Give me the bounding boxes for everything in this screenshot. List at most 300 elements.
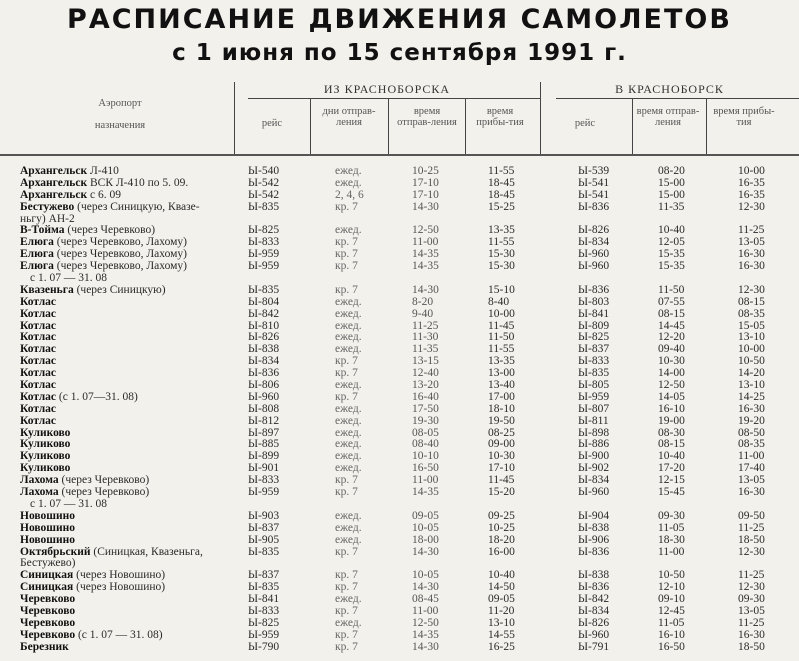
departure-back: 11-05 bbox=[658, 521, 685, 534]
arrival-back: 08-35 bbox=[738, 438, 765, 451]
destination-detail: (через Синицкую, Квазе- bbox=[74, 200, 200, 213]
arrival-out: 14-55 bbox=[488, 628, 515, 641]
flight-back: Ы-811 bbox=[578, 414, 609, 427]
days: ежед. bbox=[335, 438, 362, 451]
arrival-out: 19-50 bbox=[488, 414, 515, 427]
header-to-group: В КРАСНОБОРСК bbox=[615, 82, 724, 96]
days: кр. 7 bbox=[335, 236, 358, 249]
flight-back: Ы-539 bbox=[578, 165, 610, 177]
departure-out: 08-40 bbox=[412, 438, 439, 451]
arrival-back: 11-25 bbox=[738, 521, 765, 534]
destination-city: Куликово bbox=[20, 438, 71, 451]
page-subtitle: с 1 июня по 15 сентября 1991 г. bbox=[172, 40, 627, 66]
arrival-out: 09-00 bbox=[488, 438, 515, 451]
departure-out: 14-30 bbox=[412, 581, 439, 594]
arrival-out: 8-40 bbox=[488, 295, 510, 308]
arrival-out: 11-45 bbox=[488, 474, 515, 487]
departure-back: 12-20 bbox=[658, 331, 685, 344]
destination-city: В-Тойма bbox=[20, 224, 65, 237]
departure-back: 08-15 bbox=[658, 438, 685, 451]
departure-out: 11-00 bbox=[412, 474, 439, 487]
destination-city: Лахома bbox=[20, 486, 59, 499]
flight-out: Ы-833 bbox=[248, 604, 280, 617]
destination-detail: (с 1. 07—31. 08) bbox=[56, 390, 138, 403]
arrival-back: 11-00 bbox=[738, 450, 765, 463]
arrival-out: 18-20 bbox=[488, 533, 515, 546]
departure-out: 14-35 bbox=[412, 628, 439, 641]
arrival-out: 13-00 bbox=[488, 367, 515, 380]
destination-note: с 1. 07 — 31. 08 bbox=[30, 272, 107, 285]
destination-city: Октябрьский bbox=[20, 545, 91, 558]
arrival-out: 11-55 bbox=[488, 165, 515, 177]
header-flight: рейс bbox=[261, 118, 283, 129]
header-dep: время отправ-ления bbox=[397, 106, 457, 128]
flight-out: Ы-905 bbox=[248, 533, 280, 546]
flight-out: Ы-959 bbox=[248, 628, 280, 641]
arrival-back: 09-30 bbox=[738, 593, 765, 606]
departure-out: 14-35 bbox=[412, 248, 439, 261]
table-row bbox=[0, 297, 799, 309]
flight-back: Ы-541 bbox=[578, 188, 610, 201]
destination-note: Бестужево) bbox=[20, 557, 76, 570]
arrival-back: 08-15 bbox=[738, 295, 765, 308]
arrival-back: 11-25 bbox=[738, 224, 765, 237]
destination-detail: (через Черевково) bbox=[58, 474, 150, 487]
arrival-out: 16-25 bbox=[488, 640, 515, 653]
arrival-back: 16-30 bbox=[738, 402, 765, 415]
arrival-back: 13-05 bbox=[738, 474, 765, 487]
departure-out: 14-30 bbox=[412, 283, 439, 296]
days: ежед. bbox=[335, 379, 362, 392]
arrival-back: 10-00 bbox=[738, 343, 765, 356]
flight-out: Ы-841 bbox=[248, 593, 280, 606]
arrival-out: 15-10 bbox=[488, 283, 515, 296]
flight-out: Ы-959 bbox=[248, 248, 280, 261]
days: кр. 7 bbox=[335, 355, 358, 368]
flight-back: Ы-841 bbox=[578, 307, 610, 320]
days: кр. 7 bbox=[335, 628, 358, 641]
table-row bbox=[0, 511, 799, 523]
table-row bbox=[0, 309, 799, 321]
destination-detail: (через Черевково, Лахому) bbox=[53, 260, 187, 273]
destination-detail: (через Черевково, Лахому) bbox=[53, 248, 187, 261]
flight-back: Ы-825 bbox=[578, 331, 610, 344]
flight-back: Ы-541 bbox=[578, 176, 610, 189]
flight-out: Ы-833 bbox=[248, 474, 280, 487]
arrival-out: 15-30 bbox=[488, 248, 515, 261]
arrival-back: 08-35 bbox=[738, 307, 765, 320]
days: кр. 7 bbox=[335, 569, 358, 582]
destination-name bbox=[20, 202, 200, 214]
arrival-back: 13-05 bbox=[738, 604, 765, 617]
arrival-back: 13-05 bbox=[738, 236, 765, 249]
days: ежед. bbox=[335, 331, 362, 344]
destination-city: Черевково bbox=[20, 628, 76, 641]
arrival-back: 17-40 bbox=[738, 462, 765, 475]
days: кр. 7 bbox=[335, 486, 358, 499]
departure-out: 17-10 bbox=[412, 188, 439, 201]
flight-back: Ы-836 bbox=[578, 283, 610, 296]
arrival-back: 12-30 bbox=[738, 283, 765, 296]
flight-out: Ы-901 bbox=[248, 462, 280, 475]
flight-back: Ы-842 bbox=[578, 593, 610, 606]
departure-back: 14-45 bbox=[658, 319, 685, 332]
flight-back: Ы-807 bbox=[578, 402, 610, 415]
departure-out: 17-10 bbox=[412, 176, 439, 189]
departure-back: 09-30 bbox=[658, 509, 685, 522]
destination-detail: с 6. 09 bbox=[87, 188, 121, 201]
arrival-out: 17-00 bbox=[488, 390, 515, 403]
arrival-back: 13-10 bbox=[738, 331, 765, 344]
table-row bbox=[0, 285, 799, 297]
flight-out: Ы-804 bbox=[248, 295, 280, 308]
departure-back: 15-00 bbox=[658, 188, 685, 201]
departure-out: 10-05 bbox=[412, 569, 439, 582]
flight-back: Ы-837 bbox=[578, 343, 610, 356]
arrival-out: 18-10 bbox=[488, 402, 515, 415]
flight-back: Ы-836 bbox=[578, 200, 610, 213]
departure-back: 11-35 bbox=[658, 200, 685, 213]
destination-city: Елюга bbox=[20, 248, 54, 261]
departure-back: 10-50 bbox=[658, 569, 685, 582]
departure-back: 12-10 bbox=[658, 581, 685, 594]
table-header bbox=[0, 82, 799, 156]
arrival-back: 18-50 bbox=[738, 640, 765, 653]
flight-out: Ы-825 bbox=[248, 616, 280, 629]
departure-out: 16-40 bbox=[412, 390, 439, 403]
departure-out: 19-30 bbox=[412, 414, 439, 427]
flight-back: Ы-838 bbox=[578, 569, 610, 582]
table-row bbox=[0, 547, 799, 559]
days: ежед. bbox=[335, 165, 362, 177]
flight-back: Ы-906 bbox=[578, 533, 610, 546]
arrival-out: 15-30 bbox=[488, 260, 515, 273]
flight-out: Ы-833 bbox=[248, 236, 280, 249]
days: ежед. bbox=[335, 307, 362, 320]
departure-out: 10-10 bbox=[412, 450, 439, 463]
days: ежед. bbox=[335, 176, 362, 189]
destination-city: Новошино bbox=[20, 509, 76, 522]
destination-city: Архангельск bbox=[20, 165, 88, 177]
flight-out: Ы-959 bbox=[248, 486, 280, 499]
table-row bbox=[0, 202, 799, 214]
departure-out: 10-05 bbox=[412, 521, 439, 534]
days: ежед. bbox=[335, 343, 362, 356]
destination-city: Квазеньга bbox=[20, 283, 74, 296]
departure-out: 18-00 bbox=[412, 533, 439, 546]
flight-back: Ы-838 bbox=[578, 521, 610, 534]
flight-out: Ы-837 bbox=[248, 569, 280, 582]
destination-detail: (через Черевково) bbox=[58, 486, 150, 499]
destination-city: Котлас bbox=[20, 319, 57, 332]
departure-out: 14-30 bbox=[412, 200, 439, 213]
arrival-back: 12-30 bbox=[738, 545, 765, 558]
destination-city: Черевково bbox=[20, 593, 76, 606]
days: кр. 7 bbox=[335, 248, 358, 261]
destination-note: с 1. 07 — 31. 08 bbox=[30, 497, 107, 510]
arrival-back: 19-20 bbox=[738, 414, 765, 427]
departure-out: 12-40 bbox=[412, 367, 439, 380]
destination-city: Синицкая bbox=[20, 569, 74, 582]
destination-city: Котлас bbox=[20, 331, 57, 344]
flight-back: Ы-836 bbox=[578, 581, 610, 594]
arrival-out: 14-50 bbox=[488, 581, 515, 594]
departure-out: 17-50 bbox=[412, 402, 439, 415]
destination-city: Куликово bbox=[20, 426, 71, 439]
days: кр. 7 bbox=[335, 581, 358, 594]
flight-out: Ы-842 bbox=[248, 307, 280, 320]
destination-detail: (через Черевково, Лахому) bbox=[53, 236, 187, 249]
arrival-out: 11-20 bbox=[488, 604, 515, 617]
days: ежед. bbox=[335, 414, 362, 427]
departure-back: 10-30 bbox=[658, 355, 685, 368]
flight-back: Ы-834 bbox=[578, 236, 610, 249]
destination-city: Синицкая bbox=[20, 581, 74, 594]
arrival-back: 12-30 bbox=[738, 581, 765, 594]
arrival-out: 10-40 bbox=[488, 569, 515, 582]
days: кр. 7 bbox=[335, 200, 358, 213]
destination-name bbox=[20, 642, 69, 654]
arrival-out: 13-35 bbox=[488, 355, 515, 368]
schedule-table bbox=[0, 166, 799, 654]
departure-back: 10-40 bbox=[658, 224, 685, 237]
departure-out: 11-35 bbox=[412, 343, 439, 356]
destination-city: Новошино bbox=[20, 533, 76, 546]
days: ежед. bbox=[335, 319, 362, 332]
days: кр. 7 bbox=[335, 367, 358, 380]
flight-out: Ы-838 bbox=[248, 343, 280, 356]
departure-out: 11-25 bbox=[412, 319, 439, 332]
days: ежед. bbox=[335, 616, 362, 629]
departure-back: 11-05 bbox=[658, 616, 685, 629]
arrival-out: 09-25 bbox=[488, 509, 515, 522]
days: кр. 7 bbox=[335, 283, 358, 296]
arrival-out: 11-50 bbox=[488, 331, 515, 344]
departure-out: 14-30 bbox=[412, 545, 439, 558]
flight-out: Ы-835 bbox=[248, 545, 280, 558]
departure-back: 08-30 bbox=[658, 426, 685, 439]
flight-back: Ы-960 bbox=[578, 260, 610, 273]
arrival-out: 13-40 bbox=[488, 379, 515, 392]
days: кр. 7 bbox=[335, 474, 358, 487]
arrival-back: 10-50 bbox=[738, 355, 765, 368]
flight-back: Ы-898 bbox=[578, 426, 610, 439]
header-arr: время прибы-тия bbox=[476, 106, 524, 128]
departure-out: 16-50 bbox=[412, 462, 439, 475]
departure-out: 14-35 bbox=[412, 486, 439, 499]
destination-city: Котлас bbox=[20, 379, 57, 392]
days: кр. 7 bbox=[335, 390, 358, 403]
destination-detail: (через Синицкую) bbox=[73, 283, 166, 296]
days: кр. 7 bbox=[335, 604, 358, 617]
departure-back: 15-35 bbox=[658, 260, 685, 273]
table-row bbox=[0, 487, 799, 499]
header-days: дни отправ-ления bbox=[322, 106, 376, 128]
table-row bbox=[0, 416, 799, 428]
destination-city: Котлас bbox=[20, 414, 57, 427]
destination-city: Котлас bbox=[20, 355, 57, 368]
flight-out: Ы-837 bbox=[248, 521, 280, 534]
flight-out: Ы-835 bbox=[248, 581, 280, 594]
days: ежед. bbox=[335, 509, 362, 522]
arrival-out: 08-25 bbox=[488, 426, 515, 439]
arrival-back: 16-35 bbox=[738, 188, 765, 201]
destination-city: Котлас bbox=[20, 390, 57, 403]
flight-back: Ы-834 bbox=[578, 604, 610, 617]
table-row bbox=[0, 642, 799, 654]
days: ежед. bbox=[335, 402, 362, 415]
arrival-back: 11-25 bbox=[738, 569, 765, 582]
destination-city: Березник bbox=[20, 640, 69, 653]
arrival-back: 16-30 bbox=[738, 628, 765, 641]
destination-city: Архангельск bbox=[20, 188, 88, 201]
arrival-back: 16-30 bbox=[738, 486, 765, 499]
flight-back: Ы-960 bbox=[578, 628, 610, 641]
destination-city: Котлас bbox=[20, 367, 57, 380]
destination-city: Котлас bbox=[20, 402, 57, 415]
days: ежед. bbox=[335, 426, 362, 439]
flight-back: Ы-886 bbox=[578, 438, 610, 451]
flight-out: Ы-836 bbox=[248, 367, 280, 380]
flight-back: Ы-900 bbox=[578, 450, 610, 463]
flight-out: Ы-835 bbox=[248, 283, 280, 296]
arrival-out: 10-30 bbox=[488, 450, 515, 463]
table-row bbox=[0, 261, 799, 273]
flight-out: Ы-806 bbox=[248, 379, 280, 392]
days: ежед. bbox=[335, 224, 362, 237]
departure-out: 14-30 bbox=[412, 640, 439, 653]
departure-out: 13-20 bbox=[412, 379, 439, 392]
destination-city: Куликово bbox=[20, 450, 71, 463]
departure-out: 9-40 bbox=[412, 307, 434, 320]
flight-back: Ы-960 bbox=[578, 486, 610, 499]
destination-city: Архангельск bbox=[20, 176, 88, 189]
arrival-back: 11-25 bbox=[738, 616, 765, 629]
flight-back: Ы-826 bbox=[578, 224, 610, 237]
departure-back: 15-35 bbox=[658, 248, 685, 261]
flight-back: Ы-833 bbox=[578, 355, 610, 368]
departure-back: 15-45 bbox=[658, 486, 685, 499]
flight-out: Ы-897 bbox=[248, 426, 280, 439]
destination-city: Елюга bbox=[20, 260, 54, 273]
arrival-back: 13-10 bbox=[738, 379, 765, 392]
flight-out: Ы-960 bbox=[248, 390, 280, 403]
arrival-out: 15-20 bbox=[488, 486, 515, 499]
destination-detail: (Синицкая, Квазеньга, bbox=[90, 545, 203, 558]
destination-city: Бестужево bbox=[20, 200, 75, 213]
departure-out: 10-25 bbox=[412, 165, 439, 177]
flight-back: Ы-902 bbox=[578, 462, 610, 475]
arrival-back: 09-50 bbox=[738, 509, 765, 522]
flight-back: Ы-803 bbox=[578, 295, 610, 308]
days: ежед. bbox=[335, 521, 362, 534]
flight-out: Ы-826 bbox=[248, 331, 280, 344]
flight-out: Ы-812 bbox=[248, 414, 280, 427]
departure-back: 12-15 bbox=[658, 474, 685, 487]
arrival-back: 16-35 bbox=[738, 176, 765, 189]
departure-back: 16-10 bbox=[658, 628, 685, 641]
arrival-out: 11-55 bbox=[488, 343, 515, 356]
destination-city: Котлас bbox=[20, 307, 57, 320]
flight-out: Ы-540 bbox=[248, 165, 280, 177]
flight-out: Ы-790 bbox=[248, 640, 280, 653]
arrival-out: 10-25 bbox=[488, 521, 515, 534]
departure-back: 18-30 bbox=[658, 533, 685, 546]
header-arr-back: время прибы-тия bbox=[713, 106, 775, 128]
departure-back: 10-40 bbox=[658, 450, 685, 463]
departure-out: 11-00 bbox=[412, 604, 439, 617]
destination-detail: Л-410 bbox=[87, 165, 119, 177]
flight-out: Ы-834 bbox=[248, 355, 280, 368]
departure-out: 11-30 bbox=[412, 331, 439, 344]
arrival-back: 15-05 bbox=[738, 319, 765, 332]
arrival-out: 17-10 bbox=[488, 462, 515, 475]
arrival-out: 13-35 bbox=[488, 224, 515, 237]
arrival-out: 10-00 bbox=[488, 307, 515, 320]
departure-out: 12-50 bbox=[412, 616, 439, 629]
header-dep-back: время отправ-ления bbox=[636, 106, 700, 128]
destination-detail: (с 1. 07 — 31. 08) bbox=[75, 628, 163, 641]
departure-out: 08-05 bbox=[412, 426, 439, 439]
days: кр. 7 bbox=[335, 545, 358, 558]
arrival-out: 11-55 bbox=[488, 236, 515, 249]
departure-back: 12-05 bbox=[658, 236, 685, 249]
destination-detail: (через Черевково) bbox=[64, 224, 156, 237]
table-row bbox=[0, 404, 799, 416]
departure-back: 19-00 bbox=[658, 414, 685, 427]
days: ежед. bbox=[335, 533, 362, 546]
departure-back: 09-40 bbox=[658, 343, 685, 356]
flight-out: Ы-835 bbox=[248, 200, 280, 213]
departure-back: 16-50 bbox=[658, 640, 685, 653]
flight-back: Ы-826 bbox=[578, 616, 610, 629]
flight-back: Ы-904 bbox=[578, 509, 610, 522]
flight-out: Ы-542 bbox=[248, 176, 280, 189]
departure-back: 16-10 bbox=[658, 402, 685, 415]
flight-out: Ы-959 bbox=[248, 260, 280, 273]
destination-city: Елюга bbox=[20, 236, 54, 249]
departure-back: 17-20 bbox=[658, 462, 685, 475]
days: ежед. bbox=[335, 295, 362, 308]
days: кр. 7 bbox=[335, 640, 358, 653]
days: кр. 7 bbox=[335, 260, 358, 273]
arrival-out: 13-10 bbox=[488, 616, 515, 629]
flight-out: Ы-899 bbox=[248, 450, 280, 463]
departure-back: 14-00 bbox=[658, 367, 685, 380]
flight-out: Ы-825 bbox=[248, 224, 280, 237]
arrival-out: 16-00 bbox=[488, 545, 515, 558]
departure-out: 8-20 bbox=[412, 295, 434, 308]
arrival-out: 15-25 bbox=[488, 200, 515, 213]
flight-out: Ы-808 bbox=[248, 402, 280, 415]
days: ежед. bbox=[335, 593, 362, 606]
header-from-group: ИЗ КРАСНОБОРСКА bbox=[323, 82, 451, 96]
flight-back: Ы-834 bbox=[578, 474, 610, 487]
departure-back: 15-00 bbox=[658, 176, 685, 189]
header-airport: Аэропорт bbox=[98, 98, 142, 109]
departure-out: 14-35 bbox=[412, 260, 439, 273]
destination-note: ньгу) АН-2 bbox=[20, 212, 75, 225]
departure-back: 07-55 bbox=[658, 295, 685, 308]
arrival-out: 11-45 bbox=[488, 319, 515, 332]
departure-back: 08-20 bbox=[658, 165, 685, 177]
header-flight-back: рейс bbox=[574, 118, 596, 129]
days: 2, 4, 6 bbox=[335, 188, 364, 201]
arrival-back: 14-20 bbox=[738, 367, 765, 380]
departure-out: 11-00 bbox=[412, 236, 439, 249]
table-row bbox=[0, 630, 799, 642]
flight-out: Ы-810 bbox=[248, 319, 280, 332]
